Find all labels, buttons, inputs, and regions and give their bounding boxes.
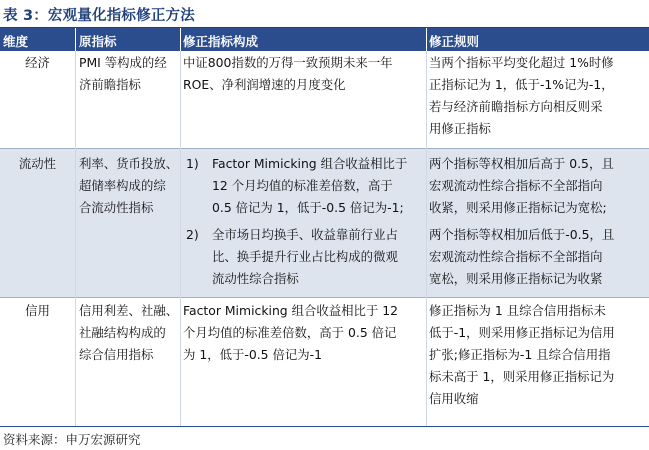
table-bottom-rule <box>0 426 649 427</box>
source-note: 资料来源：申万宏源研究 <box>3 432 141 447</box>
composition-line: ROE、净利润增速的月度变化 <box>183 77 346 92</box>
rule-line: 宽松，则采用修正指标记为收紧 <box>429 271 603 286</box>
header-composition: 修正指标构成 <box>183 34 259 49</box>
dimension-cell: 经济 <box>25 55 50 70</box>
rule-line: 用修正指标 <box>429 121 491 136</box>
column-divider <box>180 51 181 426</box>
list-number: 2) <box>186 227 199 242</box>
header-divider <box>180 28 181 51</box>
rule-line: 两个指标等权相加后高于 0.5，且 <box>429 156 614 171</box>
original-line: 信用利差、社融、 <box>79 303 179 318</box>
original-line: 综合信用指标 <box>79 347 154 362</box>
dimension-cell: 信用 <box>25 303 50 318</box>
table-row-credit <box>0 298 649 424</box>
composition-line: 全市场日均换手、收益靠前行业占 <box>212 227 398 242</box>
rule-line: 扩张;修正指标为-1 且综合信用指 <box>429 347 611 362</box>
column-divider <box>75 51 76 426</box>
rule-line: 信用收缩 <box>429 391 479 406</box>
header-divider <box>75 28 76 51</box>
header-original: 原指标 <box>79 34 117 49</box>
header-divider <box>426 28 427 51</box>
rule-line: 宏观流动性综合指标不全部指向 <box>429 249 603 264</box>
composition-line: 流动性综合指标 <box>212 271 299 286</box>
rule-line: 当两个指标平均变化超过 1%时修 <box>429 55 614 70</box>
header-rule: 修正规则 <box>429 34 480 49</box>
original-line: 济前瞻指标 <box>79 77 141 92</box>
rule-line: 低于-1，则采用修正指标记为信用 <box>429 325 615 340</box>
original-line: 合流动性指标 <box>79 200 154 215</box>
composition-line: 个月均值的标准差倍数，高于 0.5 倍记 <box>183 325 397 340</box>
composition-line: 为 1，低于-0.5 倍记为-1 <box>183 347 323 362</box>
table-row-economy <box>0 51 649 148</box>
rule-line: 修正指标为 1 且综合信用指标未 <box>429 303 606 318</box>
dimension-cell: 流动性 <box>18 156 57 171</box>
header-dimension: 维度 <box>3 34 29 49</box>
original-line: PMI 等构成的经 <box>79 55 167 70</box>
rule-line: 收紧，则采用修正指标记为宽松; <box>429 200 607 215</box>
composition-line: Factor Mimicking 组合收益相比于 <box>212 156 408 171</box>
composition-line: Factor Mimicking 组合收益相比于 12 <box>183 303 399 318</box>
rule-line: 标未高于 1，则采用修正指标记为 <box>429 369 615 384</box>
original-line: 超储率构成的综 <box>79 178 166 193</box>
rule-line: 两个指标等权相加后低于-0.5，且 <box>429 227 615 242</box>
composition-line: 12 个月均值的标准差倍数，高于 <box>212 178 393 193</box>
original-line: 社融结构构成的 <box>79 325 166 340</box>
composition-line: 比、换手提升行业占比构成的微观 <box>212 249 398 264</box>
table-header <box>0 28 649 51</box>
list-number: 1) <box>186 156 199 171</box>
table-row-liquidity <box>0 149 649 297</box>
rule-line: 若与经济前瞻指标方向相反则采 <box>429 99 603 114</box>
composition-line: 0.5 倍记为 1，低于-0.5 倍记为-1; <box>212 200 404 215</box>
original-line: 利率、货币投放、 <box>79 156 179 171</box>
table-title: 表 3：宏观量化指标修正方法 <box>3 8 195 24</box>
composition-line: 中证800指数的万得一致预期未来一年 <box>183 55 393 70</box>
rule-line: 正指标记为 1，低于-1%记为-1， <box>429 77 614 92</box>
rule-line: 宏观流动性综合指标不全部指向 <box>429 178 603 193</box>
column-divider <box>426 51 427 426</box>
